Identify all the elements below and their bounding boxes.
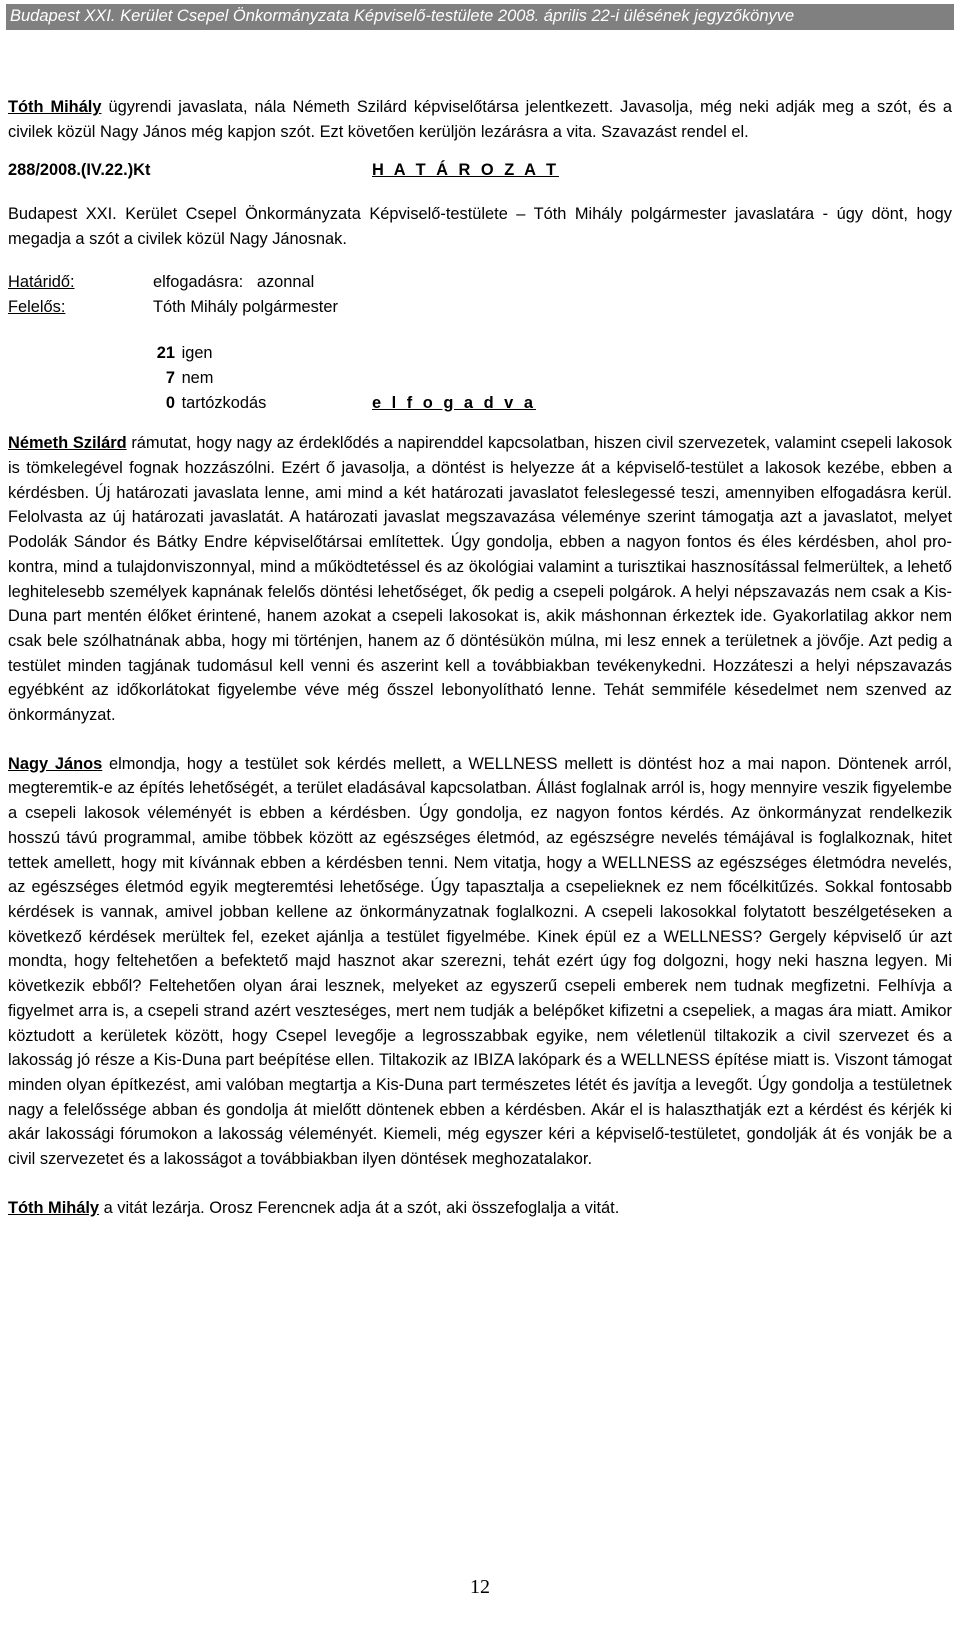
resolution-heading — [8, 158, 952, 202]
vote-yes: 21 igen — [156, 344, 213, 363]
paragraph-text: elmondja, hogy a testület sok kérdés mellett, a WELLNESS mellett is döntést hoz a mai napon. Döntenek arról, megteremtik-e az építés lehetőségét, a terület eladásával kapcsolatban. Állást foglalnak arról is, hogy mennyire veszik figyelembe a csepeli lakosok véleményét is ebben a kérdésben. Úgy gondolja, ez nagyon fontos kérdés. Az önkormányzat rendelkezik hosszú távú programmal, amibe többek között az egészséges életmód, az egészségre nevelés témájával is foglalkoznak, hitet tettek amellett, hogy mit kívánnak ebben a kérdésben tenni. Nem vitatja, hogy a WELLNESS az egészséges életmódra nevelés, az egészséges életmód egyik megteremtési lehetősége. Úgy tapasztalja a csepelieknek ez nem főcélkitűzés. Sokkal fontosabb kérdések is vannak, amivel jobban kellene az önkormányzatnak foglalkozni. A csepeli lakosokkal folytatott beszélgetéseken a következő kérdések merültek fel, ezeket ajánlja a testület figyelmébe. Kinek épül ez a WELLNESS? Gergely képviselő úr azt mondta, hogy feltehetően a befektető majd hasznot akar szerezni, tehát ezért úgy fog dolgozni, hogy neki haszna legyen. Mi következik ebből? Feltehetően olyan árai lesznek, melyeket az egyszerű csepeli emberek nem tudnak megfizetni. Felhívja a figyelmet arra is, a csepeli strand azért veszteséges, mert nem tudják a belépőket kifizetni a csepeliek, a magas ára miatt. Amikor köztudott a kerületek között, hogy Csepel levegője a legrosszabbak egyike, nem véletlenül tiltakozik a civil szervezet és a lakosság jó része a Kis-Duna part beépítése ellen. Tiltakozik az IBIZA lakópark és a WELLNESS építése miatt is. Viszont támogat minden olyan építkezést, ami valóban megtartja a Kis-Duna part természetes létét és javítja a levegőt. Úgy gondolja a testületnek nagy a felelőssége abban és gondolja át mielőtt döntenek ebben a kérdésben. Akár el is halaszthatják ezt a kérdést és kérjék ki akár lakossági fórumokon a lakosság véleményét. Kiemeli, még egyszer kéri a képviselő-testületet, gondolják át és vonják be a civil szervezetet és a lakosságot a továbbiakban ilyen döntések meghozatalakor. — [8, 754, 952, 1169]
vote-no: 7 nem — [165, 368, 214, 387]
responsible-row — [8, 295, 952, 320]
deadline-value: elfogadásra: azonnal — [153, 272, 315, 291]
vote-block — [151, 341, 952, 415]
page-number: 12 — [470, 1576, 490, 1598]
paragraph-text: ügyrendi javaslata, nála Németh Szilárd képviselőtársa jelentkezett. Javasolja, még neki adják meg a szót, és a civilek közül Nagy János még kapjon szót. Ezt követően kerüljön lezárásra a vita. Szavazást rendel el. — [8, 98, 952, 141]
paragraph-toth-close — [8, 1196, 952, 1221]
speaker-name: Németh Szilárd — [8, 434, 127, 453]
vote-result: e l f o g a d v a — [372, 393, 536, 412]
deadline-label: Határidő: — [8, 272, 75, 291]
running-header: Budapest XXI. Kerület Csepel Önkormányzata Képviselő-testülete 2008. április 22-i ülésének jegyzőkönyve — [6, 4, 954, 30]
speaker-name: Tóth Mihály — [8, 1198, 100, 1217]
responsible-value: Tóth Mihály polgármester — [153, 297, 338, 316]
resolution-number: 288/2008.(IV.22.)Kt — [8, 161, 151, 180]
paragraph-text: rámutat, hogy nagy az érdeklődés a napirenddel kapcsolatban, hiszen civil szervezetek, valamint csepeli lakosok is tömkelegével fognak hozzászólni. Ezért ő javasolja, a döntést is helyezze át a képviselő-testület a lakosok kezébe, ebben a kérdésben. Új határozati javaslata lenne, ami mind a két határozati javaslatot feleslegessé teszi, amennyiben elfogadásra kerül. Felolvasta az új határozati javaslatát. A határozati javaslat megszavazása véleménye szerint támogatja azt a javaslatot, melyet Podolák Sándor és Bátky Endre képviselőtársai említettek. Úgy gondolja, ebben a nagyon fontos és éles kérdésben, ahol pro-kontra, mind a tulajdonviszonnyal, mind a működtetéssel és az ökológiai valamint a turisztikai hasznosítással felmerültek, a lehető leghitelesebb személyek kapnának felelős döntési lehetőséget, ők pedig a csepeli polgárok. A helyi népszavazás nem csak a Kis-Duna part mentén élőket érintené, hanem azokat a csepeli lakosokat is, akik máshonnan érkeztek ide. Gyakorlatilag akkor nem csak bele szólhatnának abba, hogy mi történjen, hanem az ő döntésükön múlna, mi lesz ennek a területnek a jövője. Azt pedig a testület minden tagjának tudomásul kell venni és aszerint kell a továbbiakban tevékenykedni. Hozzáteszi a helyi népszavazás egyébként az időkorlátokat figyelembe véve még ősszel lebonyolítható lenne. Tehát semmiféle késedelmet nem szenved az önkormányzat. — [8, 434, 952, 725]
resolution-meta — [8, 270, 952, 319]
resolution-title: H A T Á R O Z A T — [372, 161, 559, 180]
paragraph-toth-procedural — [8, 95, 952, 144]
paragraph-nagy — [8, 752, 952, 1172]
vote-abstain: 0 tartózkodás e l f o g a d v a — [151, 391, 952, 416]
resolution-text: Budapest XXI. Kerület Csepel Önkormányzata Képviselő-testülete – Tóth Mihály polgármester javaslatára - úgy dönt, hogy megadja a szót a civilek közül Nagy Jánosnak. — [8, 205, 952, 249]
document-body — [8, 95, 952, 1220]
paragraph-nemeth — [8, 431, 952, 727]
speaker-name: Tóth Mihály — [8, 98, 102, 116]
speaker-name: Nagy János — [8, 754, 103, 773]
responsible-label: Felelős: — [8, 297, 66, 316]
paragraph-text: a vitát lezárja. Orosz Ferencnek adja át a szót, aki összefoglalja a vitát. — [99, 1198, 620, 1217]
deadline-row — [8, 270, 952, 295]
